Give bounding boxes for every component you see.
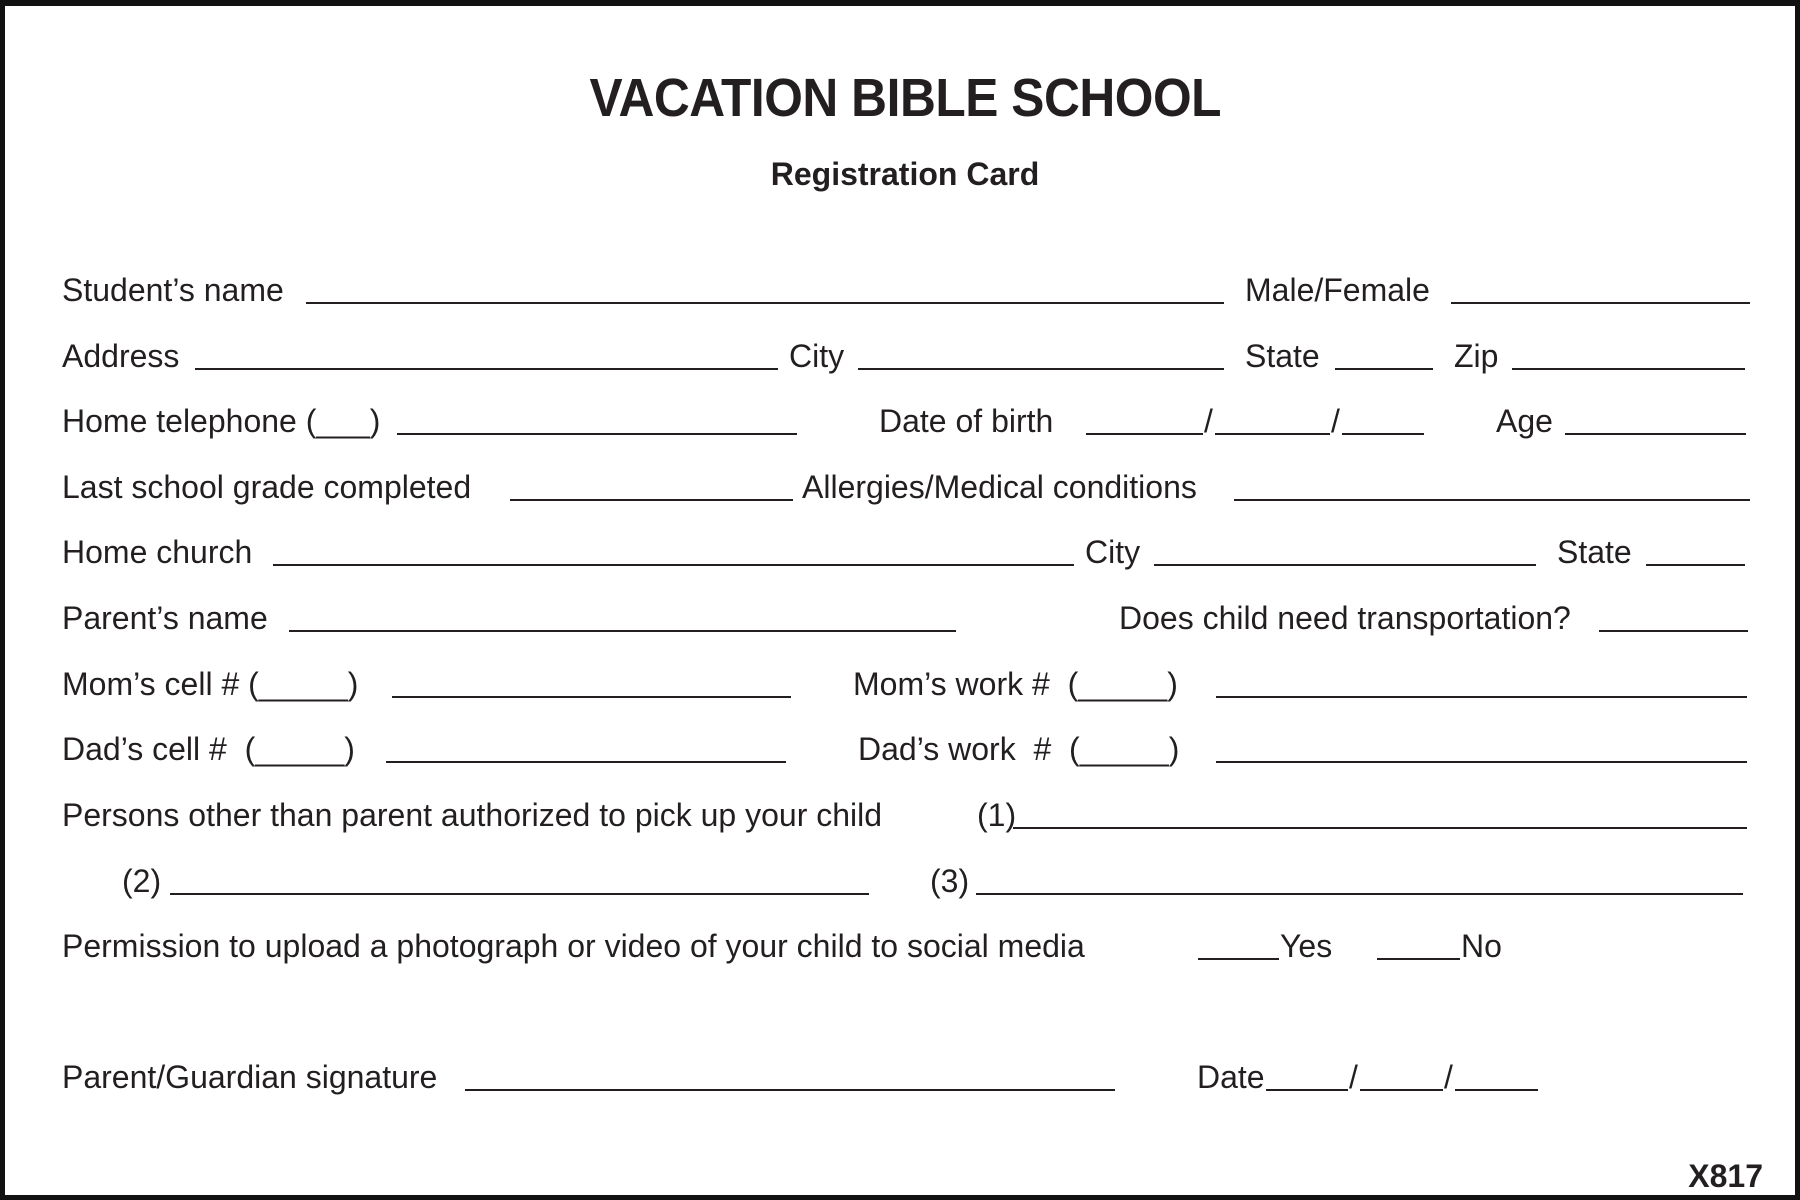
home-church-field[interactable]: [273, 564, 1074, 566]
home-phone-label: Home telephone (___): [62, 403, 381, 439]
church-city-field[interactable]: [1154, 564, 1536, 566]
dad-cell-field[interactable]: [386, 761, 786, 763]
dad-work-field[interactable]: [1216, 761, 1747, 763]
student-name-label: Student’s name: [62, 272, 284, 308]
dob-label: Date of birth: [879, 403, 1054, 439]
photo-yes-field[interactable]: [1198, 958, 1279, 960]
gender-field[interactable]: [1451, 302, 1750, 304]
student-name-field[interactable]: [306, 302, 1224, 304]
date-separator: /: [1444, 1059, 1453, 1095]
allergies-label: Allergies/Medical conditions: [802, 469, 1197, 505]
transportation-label: Does child need transportation?: [1119, 600, 1571, 636]
form-subtitle: Registration Card: [770, 156, 1040, 192]
age-label: Age: [1496, 403, 1553, 439]
grade-field[interactable]: [510, 499, 793, 501]
zip-label: Zip: [1454, 338, 1499, 374]
dob-month-field[interactable]: [1086, 433, 1203, 435]
pickup-2-label: (2): [122, 863, 162, 899]
city-field[interactable]: [858, 368, 1224, 370]
pickup-3-field[interactable]: [976, 893, 1743, 895]
form-title-text: VACATION BIBLE SCHOOL: [589, 68, 1221, 128]
photo-no-label: No: [1461, 928, 1502, 964]
state-label: State: [1245, 338, 1320, 374]
pickup-1-field[interactable]: [1013, 827, 1747, 829]
city-label: City: [789, 338, 845, 374]
dad-cell-label: Dad’s cell # (_____): [62, 731, 355, 767]
home-church-label: Home church: [62, 534, 253, 570]
dob-separator: /: [1204, 403, 1213, 439]
date-label: Date: [1197, 1059, 1265, 1095]
address-field[interactable]: [195, 368, 778, 370]
photo-permission-label: Permission to upload a photograph or video of your child to social media: [62, 928, 1085, 964]
photo-yes-label: Yes: [1280, 928, 1333, 964]
photo-no-field[interactable]: [1377, 958, 1460, 960]
church-state-field[interactable]: [1646, 564, 1745, 566]
gender-label: Male/Female: [1245, 272, 1430, 308]
mom-work-label: Mom’s work # (_____): [853, 666, 1178, 702]
signature-field[interactable]: [465, 1089, 1115, 1091]
mom-cell-field[interactable]: [392, 696, 791, 698]
pickup-3-label: (3): [930, 863, 970, 899]
date-separator: /: [1349, 1059, 1358, 1095]
home-phone-field[interactable]: [397, 433, 797, 435]
date-month-field[interactable]: [1266, 1089, 1348, 1091]
address-label: Address: [62, 338, 180, 374]
pickup-2-field[interactable]: [170, 893, 869, 895]
dob-separator: /: [1331, 403, 1340, 439]
signature-label: Parent/Guardian signature: [62, 1059, 438, 1095]
zip-field[interactable]: [1512, 368, 1745, 370]
form-title: [5, 68, 1800, 128]
transportation-field[interactable]: [1599, 630, 1748, 632]
mom-work-field[interactable]: [1216, 696, 1747, 698]
parent-name-field[interactable]: [289, 630, 956, 632]
mom-cell-label: Mom’s cell # (_____): [62, 666, 359, 702]
pickup-label: Persons other than parent authorized to pick up your child: [62, 797, 883, 833]
age-field[interactable]: [1565, 433, 1746, 435]
form-code: X817: [1688, 1158, 1763, 1194]
dob-day-field[interactable]: [1215, 433, 1330, 435]
date-day-field[interactable]: [1360, 1089, 1443, 1091]
church-city-label: City: [1085, 534, 1141, 570]
date-year-field[interactable]: [1455, 1089, 1538, 1091]
parent-name-label: Parent’s name: [62, 600, 268, 636]
grade-label: Last school grade completed: [62, 469, 472, 505]
allergies-field[interactable]: [1234, 499, 1750, 501]
state-field[interactable]: [1335, 368, 1433, 370]
dad-work-label: Dad’s work # (_____): [858, 731, 1180, 767]
dob-year-field[interactable]: [1342, 433, 1424, 435]
pickup-1-label: (1): [977, 797, 1017, 833]
church-state-label: State: [1557, 534, 1632, 570]
